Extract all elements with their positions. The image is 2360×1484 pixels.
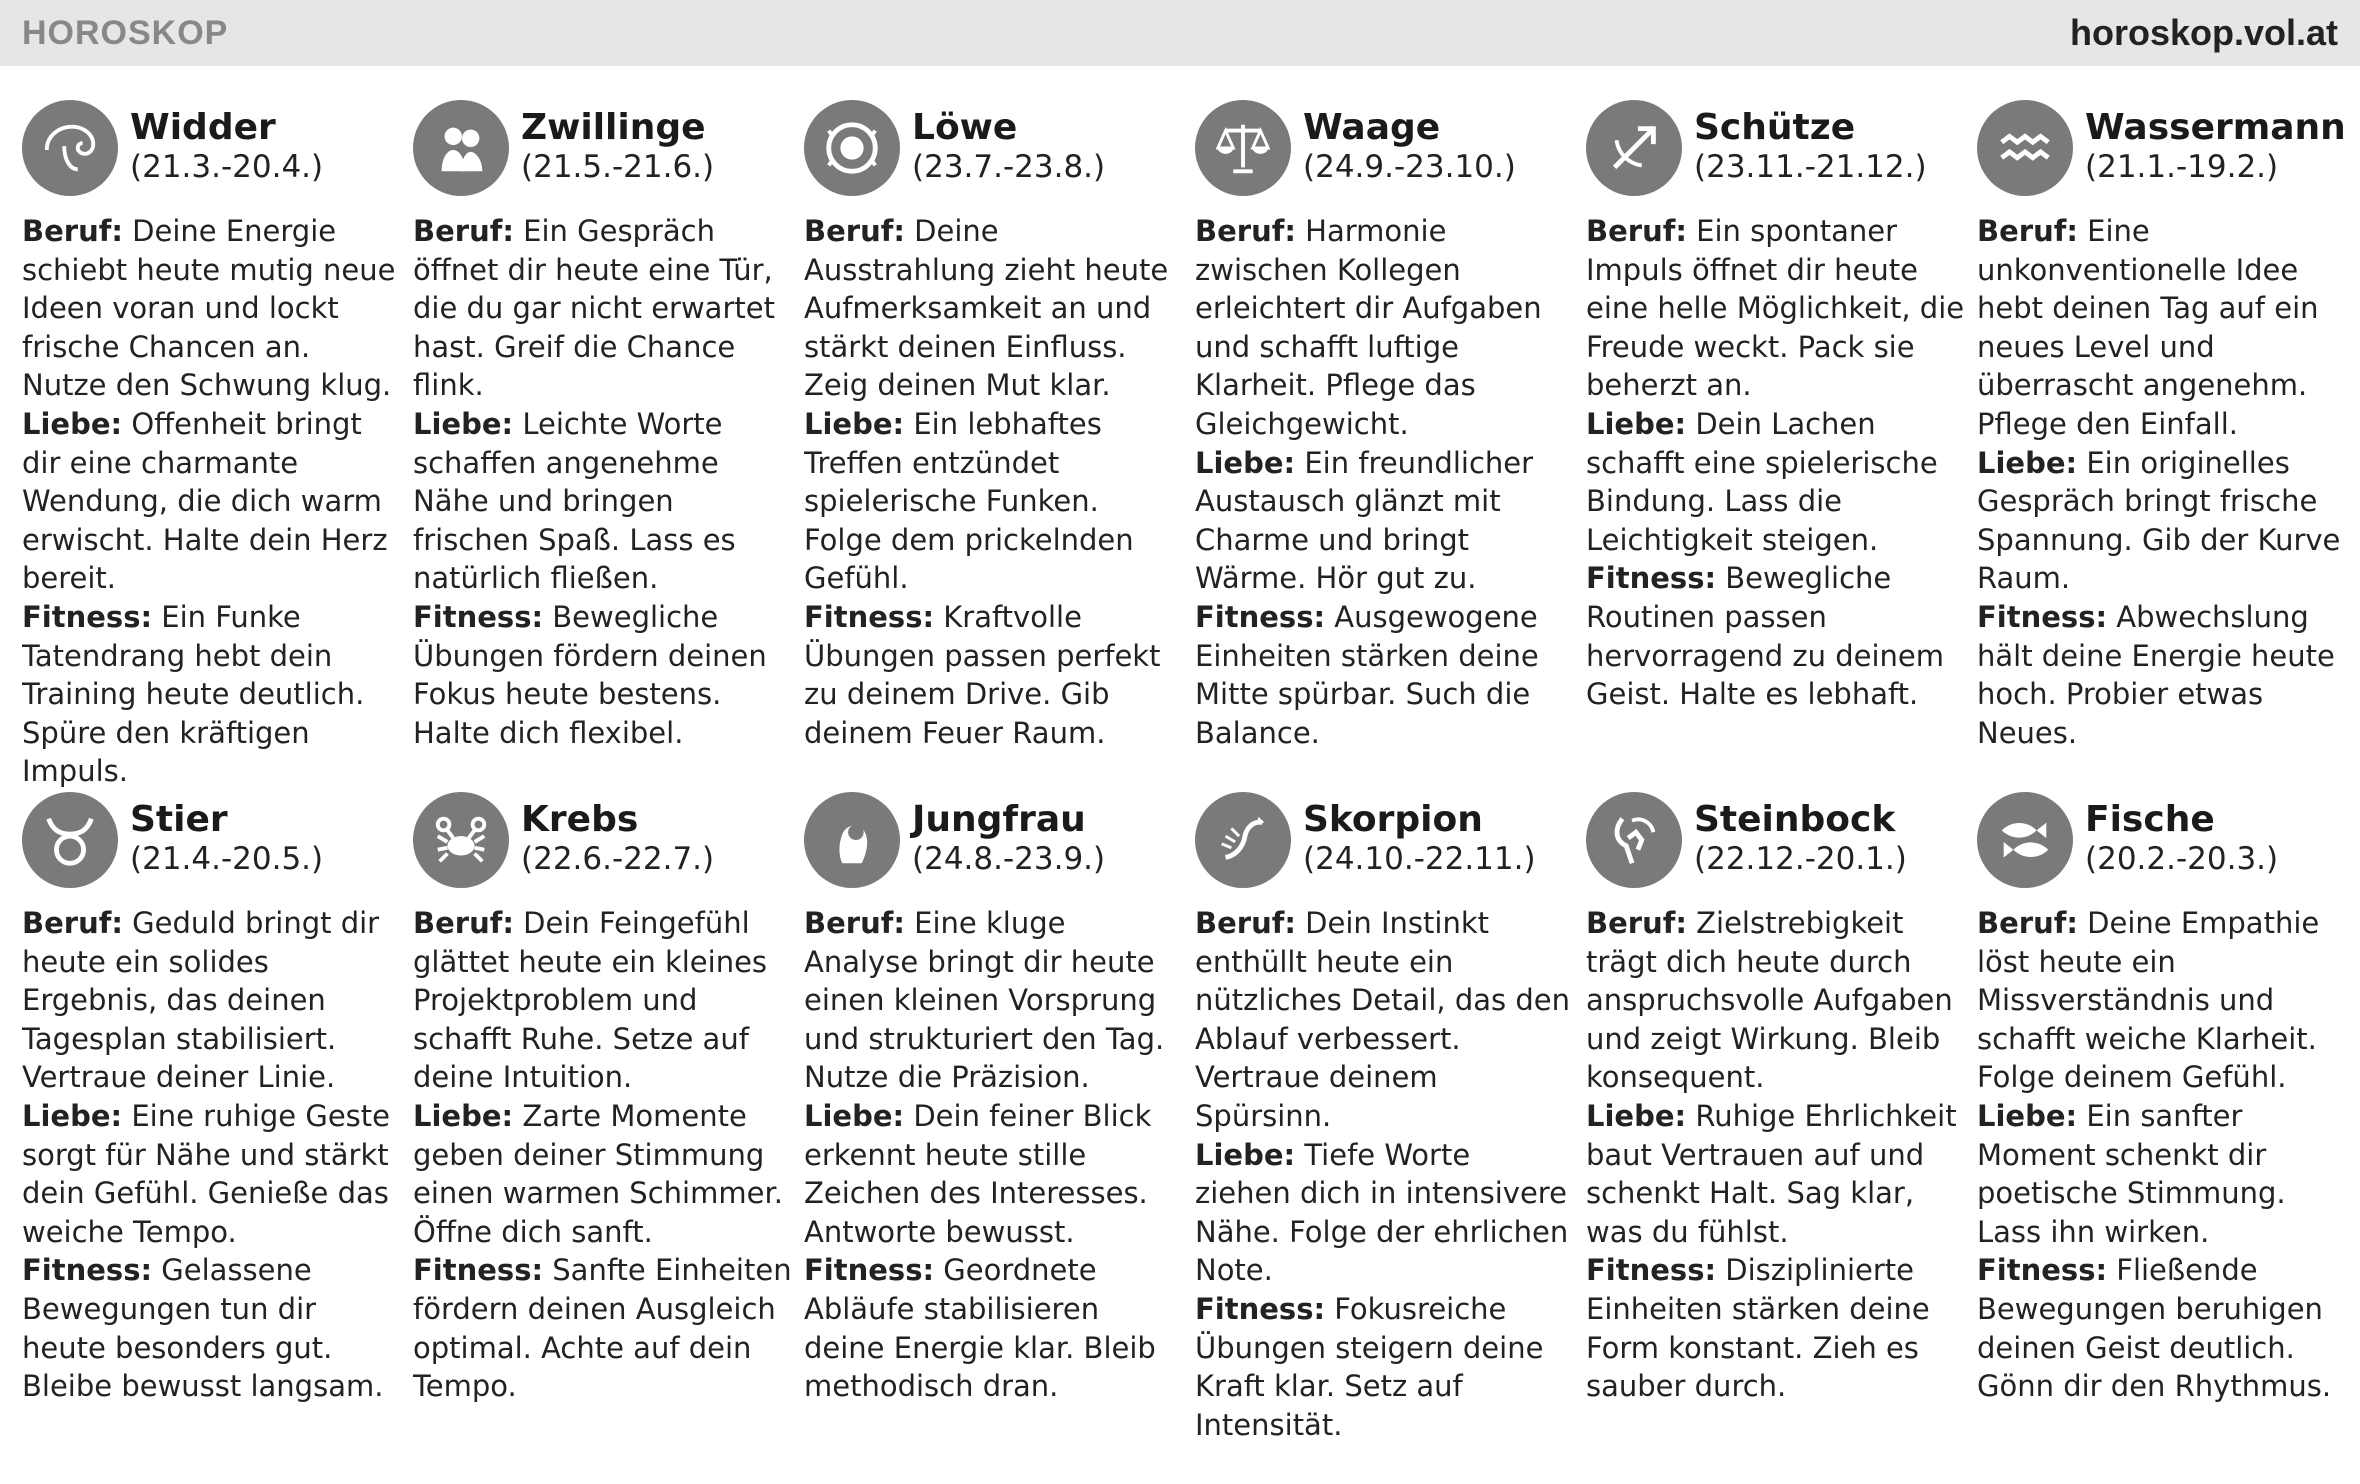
text-liebe: Ruhige Ehrlichkeit baut Vertrauen auf und schenkt Halt. Sag klar, was du fühlst. [1586, 1098, 1957, 1249]
horoscope-grid [22, 100, 2358, 1484]
text-fitness: Disziplinierte Einheiten stärken deine Form konstant. Zieh es sauber durch. [1586, 1253, 1930, 1404]
sign-text [1195, 904, 1574, 1444]
text-beruf: Ein Gespräch öffnet dir heute eine Tür, die du gar nicht erwartet hast. Greif die Chance flink. [413, 214, 775, 403]
text-fitness: Ein Funke Tatendrang hebt dein Training heute deutlich. Spüre den kräftigen Impuls. [22, 599, 365, 789]
sign-dates: (21.4.-20.5.) [130, 841, 324, 877]
text-beruf: Zielstrebigkeit trägt dich heute durch anspruchsvolle Aufgaben und zeigt Wirkung. Bleib konsequent. [1586, 906, 1953, 1095]
sign-name: Schütze [1694, 107, 1856, 148]
sign-text [804, 212, 1183, 752]
label-liebe: Liebe: [1586, 1098, 1687, 1133]
sign-dates: (21.5.-21.6.) [521, 149, 715, 185]
sign-text [413, 212, 792, 752]
text-beruf: Geduld bringt dir heute ein solides Ergebnis, das deinen Tagesplan stabilisiert. Vertraue deiner Linie. [22, 906, 380, 1095]
twins-icon [413, 100, 509, 196]
text-beruf: Eine unkonventionelle Idee hebt deinen Tag auf ein neues Level und überrascht angenehm. Pflege den Einfall. [1977, 214, 2319, 441]
label-beruf: Beruf: [413, 906, 514, 940]
label-liebe: Liebe: [413, 406, 514, 441]
site-link[interactable]: horoskop.vol.at [2069, 12, 2338, 53]
sign-widder [22, 100, 413, 792]
goat-icon [1586, 792, 1682, 888]
sign-text [1195, 212, 1574, 752]
ram-icon [22, 100, 118, 196]
text-fitness: Ausgewogene Einheiten stärken deine Mitte spürbar. Such die Balance. [1195, 599, 1539, 750]
sign-stier [22, 792, 413, 1484]
scales-icon [1195, 100, 1291, 196]
sign-name: Stier [130, 799, 228, 840]
sign-name: Fische [2085, 799, 2215, 840]
sign-dates: (21.1.-19.2.) [2085, 149, 2279, 185]
text-fitness: Abwechslung hält deine Energie heute hoch. Probier etwas Neues. [1977, 599, 2335, 750]
text-fitness: Fließende Bewegungen beruhigen deinen Geist deutlich. Gönn dir den Rhythmus. [1977, 1253, 2332, 1404]
text-liebe: Ein lebhaftes Treffen entzündet spielerische Funken. Folge dem prickelnden Gefühl. [804, 406, 1134, 596]
text-beruf: Deine Energie schiebt heute mutig neue Ideen voran und lockt frische Chancen an. Nutze den Schwung klug. [22, 214, 396, 403]
text-beruf: Ein spontaner Impuls öffnet dir heute eine helle Möglichkeit, die Freude weckt. Pack sie beherzt an. [1586, 214, 1965, 403]
sign-steinbock [1586, 792, 1977, 1484]
sign-text [413, 904, 792, 1406]
text-beruf: Dein Instinkt enthüllt heute ein nützliches Detail, das den Ablauf verbessert. Vertraue deinem Spürsinn. [1195, 906, 1570, 1133]
label-liebe: Liebe: [1977, 445, 2078, 480]
sign-dates: (24.10.-22.11.) [1303, 841, 1536, 877]
sign-name: Jungfrau [912, 799, 1086, 840]
bull-icon [22, 792, 118, 888]
text-liebe: Ein sanfter Moment schenkt dir poetische Stimmung. Lass ihn wirken. [1977, 1098, 2286, 1249]
label-liebe: Liebe: [804, 406, 905, 441]
sign-zwillinge [413, 100, 804, 792]
sign-fische [1977, 792, 2360, 1484]
text-fitness: Gelassene Bewegungen tun dir heute besonders gut. Bleibe bewusst langsam. [22, 1253, 384, 1404]
sign-dates: (21.3.-20.4.) [130, 149, 324, 185]
sign-dates: (22.6.-22.7.) [521, 841, 715, 877]
label-fitness: Fitness: [22, 1253, 153, 1288]
label-beruf: Beruf: [1977, 214, 2078, 248]
label-fitness: Fitness: [1586, 561, 1717, 596]
text-beruf: Deine Empathie löst heute ein Missverständnis und schafft weiche Klarheit. Folge deinem Gefühl. [1977, 906, 2320, 1095]
text-liebe: Dein Lachen schafft eine spielerische Bindung. Lass die Leichtigkeit steigen. [1586, 406, 1938, 557]
archer-icon [1586, 100, 1682, 196]
text-fitness: Bewegliche Routinen passen hervorragend zu deinem Geist. Halte es lebhaft. [1586, 561, 1945, 712]
label-liebe: Liebe: [804, 1098, 905, 1133]
text-beruf: Deine Ausstrahlung zieht heute Aufmerksamkeit an und stärkt deinen Einfluss. Zeig deinen Mut klar. [804, 214, 1169, 403]
lion-icon [804, 100, 900, 196]
label-fitness: Fitness: [22, 599, 153, 634]
sign-schuetze [1586, 100, 1977, 792]
sign-skorpion [1195, 792, 1586, 1484]
text-liebe: Eine ruhige Geste sorgt für Nähe und stärkt dein Gefühl. Genieße das weiche Tempo. [22, 1098, 391, 1249]
sign-waage [1195, 100, 1586, 792]
label-beruf: Beruf: [1195, 214, 1296, 248]
text-fitness: Sanfte Einheiten fördern deinen Ausgleich optimal. Achte auf dein Tempo. [413, 1253, 792, 1404]
fish-icon [1977, 792, 2073, 888]
label-fitness: Fitness: [413, 599, 544, 634]
label-beruf: Beruf: [22, 906, 123, 940]
label-fitness: Fitness: [1977, 599, 2108, 634]
label-liebe: Liebe: [1195, 445, 1296, 480]
label-beruf: Beruf: [22, 214, 123, 248]
label-liebe: Liebe: [22, 1098, 123, 1133]
label-fitness: Fitness: [1195, 1291, 1326, 1326]
text-beruf: Eine kluge Analyse bringt dir heute einen kleinen Vorsprung und strukturiert den Tag. Nutze die Präzision. [804, 906, 1165, 1095]
crab-icon [413, 792, 509, 888]
label-beruf: Beruf: [1195, 906, 1296, 940]
label-beruf: Beruf: [1586, 214, 1687, 248]
scorpion-icon [1195, 792, 1291, 888]
sign-wassermann [1977, 100, 2360, 792]
sign-name: Waage [1303, 107, 1441, 148]
label-liebe: Liebe: [413, 1098, 514, 1133]
label-fitness: Fitness: [1195, 599, 1326, 634]
label-liebe: Liebe: [1977, 1098, 2078, 1133]
text-liebe: Tiefe Worte ziehen dich in intensivere Nähe. Folge der ehrlichen Note. [1195, 1137, 1569, 1288]
sign-name: Widder [130, 107, 276, 148]
sign-dates: (20.2.-20.3.) [2085, 841, 2279, 877]
label-fitness: Fitness: [804, 599, 935, 634]
text-liebe: Dein feiner Blick erkennt heute stille Zeichen des Interesses. Antworte bewusst. [804, 1098, 1152, 1249]
sign-name: Steinbock [1694, 799, 1896, 840]
sign-text [1977, 212, 2356, 752]
sign-name: Krebs [521, 799, 639, 840]
sign-jungfrau [804, 792, 1195, 1484]
text-fitness: Fokusreiche Übungen steigern deine Kraft klar. Setz auf Intensität. [1195, 1291, 1544, 1442]
sign-text [1977, 904, 2356, 1406]
label-beruf: Beruf: [804, 906, 905, 940]
sign-dates: (24.8.-23.9.) [912, 841, 1106, 877]
sign-text [22, 212, 401, 791]
page-header [0, 0, 2360, 66]
sign-dates: (22.12.-20.1.) [1694, 841, 1907, 877]
text-fitness: Bewegliche Übungen fördern deinen Fokus heute bestens. Halte dich flexibel. [413, 599, 767, 750]
label-beruf: Beruf: [1586, 906, 1687, 940]
sign-name: Wassermann [2085, 107, 2346, 148]
text-liebe: Ein originelles Gespräch bringt frische Spannung. Gib der Kurve Raum. [1977, 445, 2341, 596]
text-fitness: Geordnete Abläufe stabilisieren deine Energie klar. Bleib methodisch dran. [804, 1253, 1156, 1404]
sign-text [1586, 212, 1965, 714]
sign-name: Zwillinge [521, 107, 706, 148]
label-liebe: Liebe: [1195, 1137, 1296, 1172]
text-liebe: Ein freundlicher Austausch glänzt mit Charme und bringt Wärme. Hör gut zu. [1195, 445, 1534, 596]
text-beruf: Dein Feingefühl glättet heute ein kleines Projektproblem und schafft Ruhe. Setze auf deine Intuition. [413, 906, 768, 1095]
label-liebe: Liebe: [1586, 406, 1687, 441]
water-bearer-icon [1977, 100, 2073, 196]
text-liebe: Zarte Momente geben deiner Stimmung einen warmen Schimmer. Öffne dich sanft. [413, 1098, 783, 1249]
label-fitness: Fitness: [1977, 1253, 2108, 1288]
sign-dates: (23.7.-23.8.) [912, 149, 1106, 185]
sign-text [1586, 904, 1965, 1406]
text-liebe: Offenheit bringt dir eine charmante Wendung, die dich warm erwischt. Halte dein Herz bereit. [22, 406, 388, 596]
sign-name: Skorpion [1303, 799, 1483, 840]
sign-text [804, 904, 1183, 1406]
text-liebe: Leichte Worte schaffen angenehme Nähe und bringen frischen Spaß. Lass es natürlich fließen. [413, 406, 736, 596]
text-beruf: Harmonie zwischen Kollegen erleichtert dir Aufgaben und schafft luftige Klarheit. Pflege das Gleichgewicht. [1195, 214, 1542, 441]
label-beruf: Beruf: [1977, 906, 2078, 940]
virgin-icon [804, 792, 900, 888]
label-beruf: Beruf: [804, 214, 905, 248]
section-title: HOROSKOP [22, 13, 229, 52]
label-fitness: Fitness: [413, 1253, 544, 1288]
label-fitness: Fitness: [1586, 1253, 1717, 1288]
sign-loewe [804, 100, 1195, 792]
sign-krebs [413, 792, 804, 1484]
sign-dates: (24.9.-23.10.) [1303, 149, 1516, 185]
text-fitness: Kraftvolle Übungen passen perfekt zu deinem Drive. Gib deinem Feuer Raum. [804, 599, 1161, 750]
sign-text [22, 904, 401, 1406]
sign-name: Löwe [912, 107, 1018, 148]
label-beruf: Beruf: [413, 214, 514, 248]
label-liebe: Liebe: [22, 406, 123, 441]
sign-dates: (23.11.-21.12.) [1694, 149, 1927, 185]
label-fitness: Fitness: [804, 1253, 935, 1288]
